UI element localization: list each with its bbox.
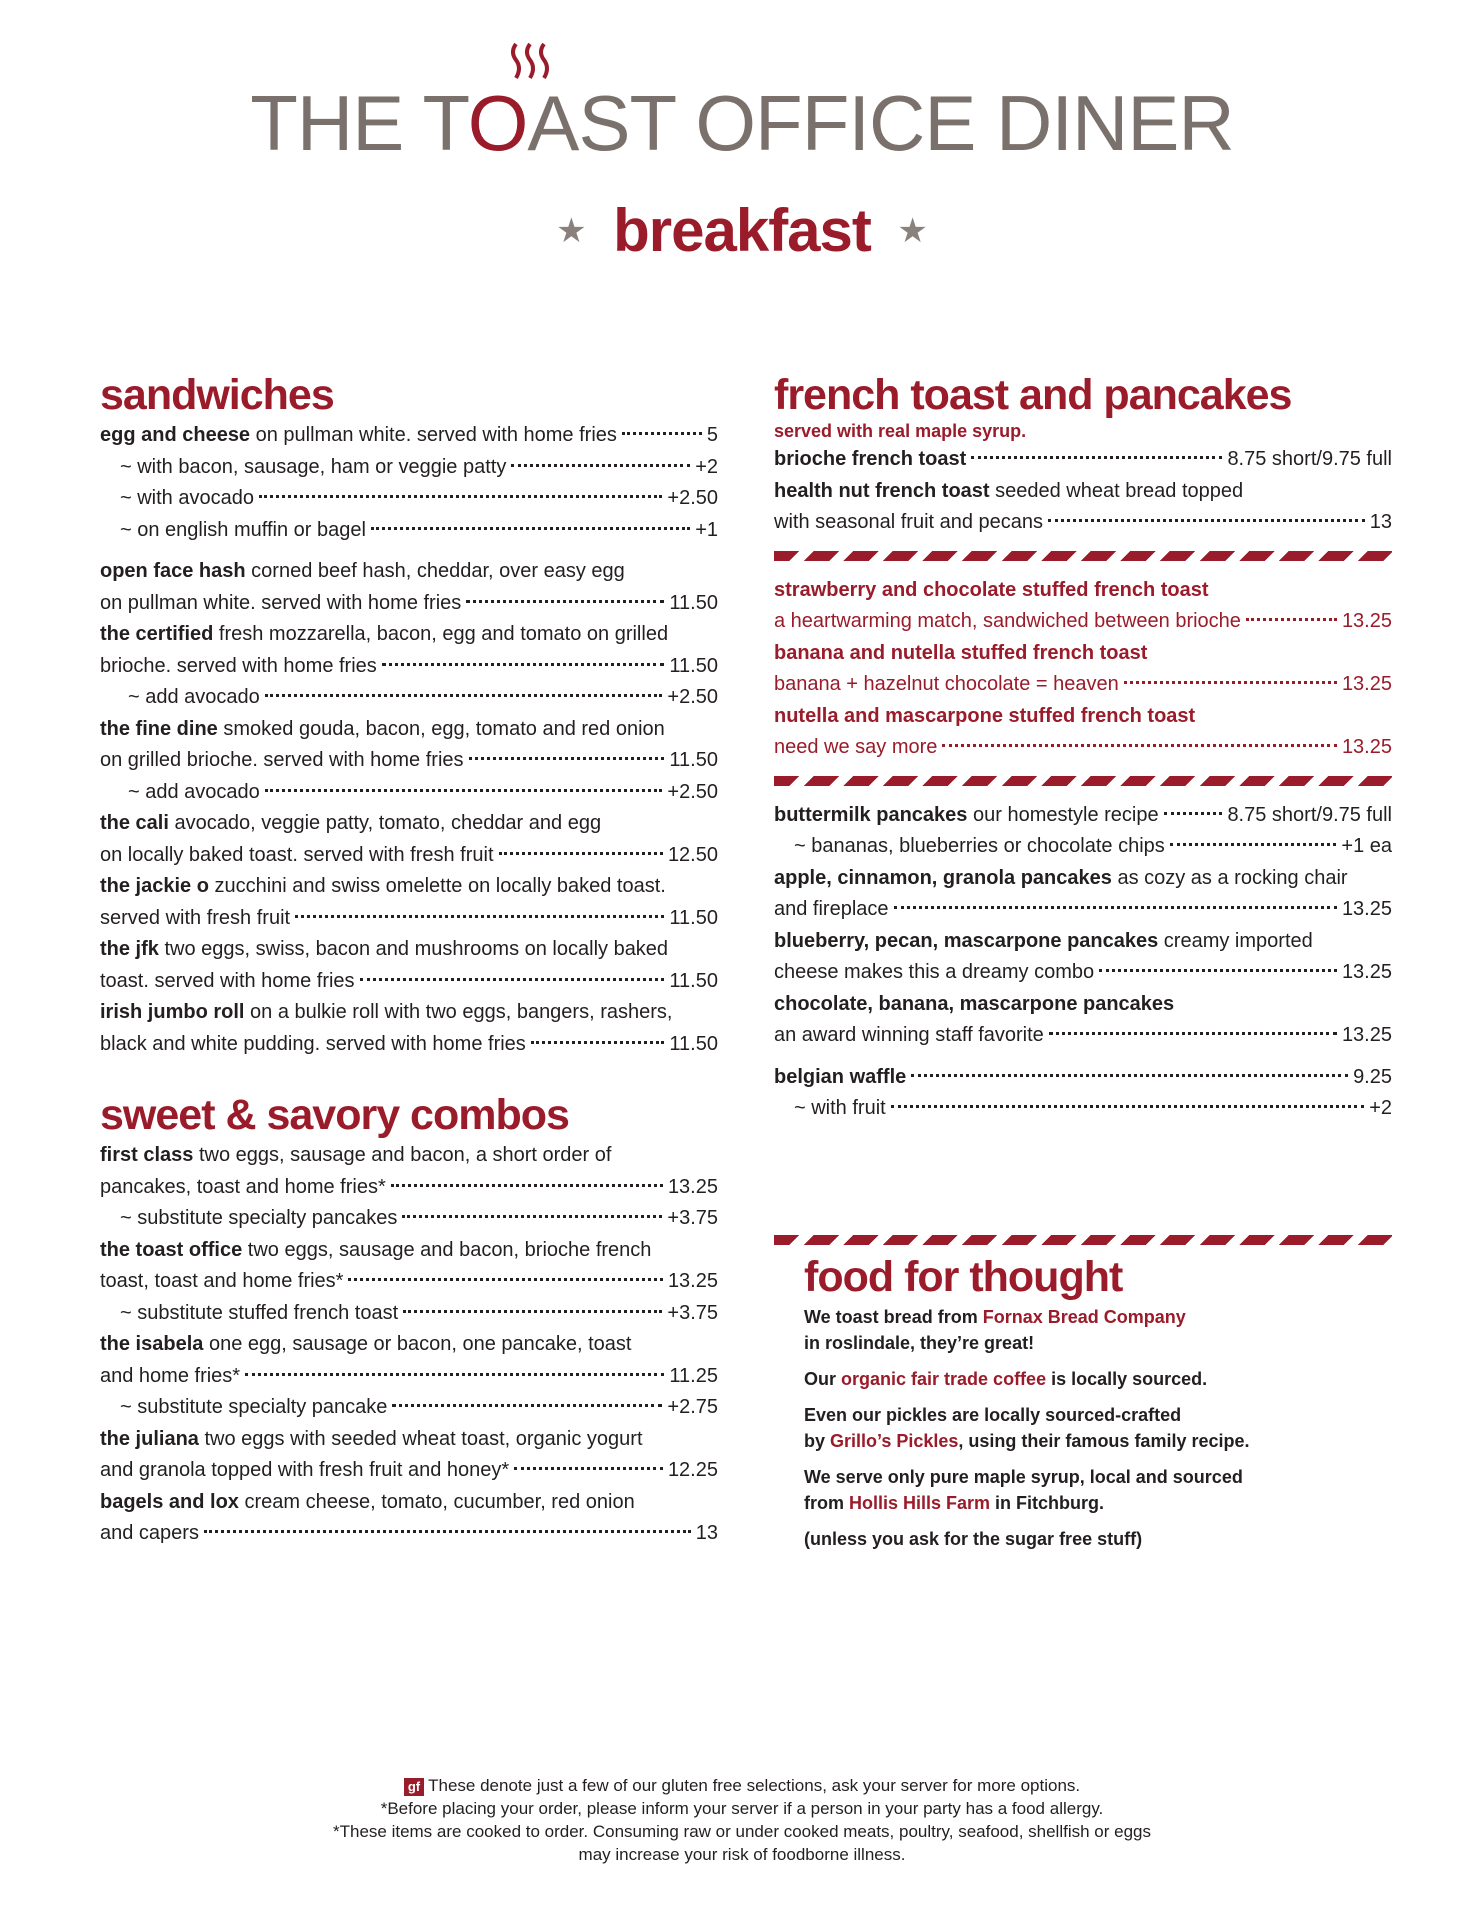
menu-item-text xyxy=(100,1329,632,1361)
menu-item-description: two eggs, sausage and bacon, a short order of xyxy=(193,1144,612,1166)
menu-item-name: brioche french toast xyxy=(774,448,967,470)
pickles-note: Even our pickles are locally sourced-crafted by Grillo’s Pickles, using their famous family recipe. xyxy=(804,1405,1250,1451)
restaurant-name: THE TOAST OFFICE DINER xyxy=(250,79,1234,167)
menu-item-description: smoked gouda, bacon, egg, tomato and red onion xyxy=(217,717,665,740)
menu-line xyxy=(100,903,718,935)
coffee-name: organic fair trade coffee xyxy=(841,1369,1047,1389)
menu-line xyxy=(100,651,718,683)
menu-item-text xyxy=(120,1392,387,1424)
coffee-note: Our organic fair trade coffee is locally sourced. xyxy=(804,1369,1208,1389)
menu-item-name: health nut french toast xyxy=(774,479,990,502)
dot-leader xyxy=(514,1467,663,1470)
dot-leader xyxy=(403,1310,662,1313)
dot-leader xyxy=(466,600,664,603)
menu-item-text xyxy=(120,452,506,484)
dot-leader xyxy=(622,432,702,435)
menu-item-description: cream cheese, tomato, cucumber, red onion xyxy=(238,1490,635,1513)
dot-leader xyxy=(1246,618,1337,621)
menu-item-description: served with fresh fruit xyxy=(100,906,291,929)
menu-line xyxy=(774,894,1392,926)
menu-item-price: 13.25 xyxy=(667,1270,718,1292)
menu-item-description: one egg, sausage or bacon, one pancake, toast xyxy=(203,1333,632,1355)
menu-item-description: black and white pudding. served with home fries xyxy=(100,1032,526,1055)
menu-line xyxy=(100,1361,718,1393)
menu-line xyxy=(100,966,718,998)
menu-line xyxy=(774,507,1392,539)
dot-leader xyxy=(894,906,1337,909)
menu-item-name: the fine dine xyxy=(100,717,218,740)
menu-item-price: 5 xyxy=(706,424,718,446)
gluten-free-icon: gf xyxy=(404,1778,424,1796)
menu-line xyxy=(100,714,718,746)
spacer xyxy=(774,1052,1392,1062)
menu-item-price: 12.25 xyxy=(667,1459,718,1481)
menu-line xyxy=(100,997,718,1029)
menu-item-text xyxy=(774,638,1147,670)
menu-item-text xyxy=(774,476,1243,508)
menu-item-price: +3.75 xyxy=(667,1301,718,1324)
menu-item-description: cheese makes this a dreamy combo xyxy=(774,961,1095,983)
menu-item-price: 13 xyxy=(1369,511,1392,533)
menu-item-text xyxy=(100,745,464,777)
sugar-free-note: (unless you ask for the sugar free stuff) xyxy=(804,1529,1143,1549)
menu-item-description: ~ substitute stuffed french toast xyxy=(120,1301,399,1324)
menu-item-text xyxy=(100,903,290,935)
menu-item-text xyxy=(774,1062,906,1094)
menu-item-text xyxy=(100,1518,199,1550)
menu-line xyxy=(100,1424,718,1456)
menu-item-text xyxy=(100,997,672,1029)
menu-item-text xyxy=(100,1487,635,1519)
menu-item-description: on pullman white. served with home fries xyxy=(100,591,462,614)
menu-item-description: ~ with avocado xyxy=(120,487,254,509)
menu-line xyxy=(774,1062,1392,1094)
dot-leader xyxy=(911,1074,1348,1077)
menu-item-price: +2 xyxy=(1369,1097,1392,1119)
menu-line xyxy=(100,840,718,872)
menu-item-price: 11.25 xyxy=(669,1364,718,1387)
menu-item-description: and fireplace xyxy=(774,898,889,920)
menu-item-description: and home fries* xyxy=(100,1364,241,1387)
spacer xyxy=(100,546,718,556)
menu-item-text xyxy=(100,651,377,683)
dot-leader xyxy=(382,663,665,666)
menu-item-description: on a bulkie roll with two eggs, bangers, rashers, xyxy=(244,1001,673,1023)
menu-item-text xyxy=(100,840,494,872)
menu-item-name: the toast office xyxy=(100,1238,243,1261)
dot-leader xyxy=(1124,681,1337,684)
menu-line xyxy=(774,444,1392,476)
menu-item-description: ~ bananas, blueberries or chocolate chips xyxy=(794,835,1165,857)
menu-item-text xyxy=(120,483,254,515)
dot-leader xyxy=(259,495,662,498)
menu-section-title: breakfast xyxy=(613,197,871,264)
menu-item-name: open face hash xyxy=(100,560,246,582)
menu-item-description: a heartwarming match, sandwiched between brioche xyxy=(774,610,1241,632)
menu-line xyxy=(774,800,1392,832)
menu-line xyxy=(100,452,718,484)
dot-leader xyxy=(391,1184,663,1187)
menu-item-price: 9.25 xyxy=(1353,1065,1392,1088)
menu-item-price: +1 xyxy=(695,518,718,541)
menu-item-price: 13 xyxy=(695,1522,718,1544)
menu-item-name: bagels and lox xyxy=(100,1490,239,1513)
left-column xyxy=(100,370,718,1550)
menu-line xyxy=(774,701,1392,733)
menu-item-price: 8.75 short/9.75 full xyxy=(1227,803,1392,826)
menu-item-description: ~ on english muffin or bagel xyxy=(120,518,366,541)
french-toast-subtitle: served with real maple syrup. xyxy=(774,421,1027,441)
food-for-thought-heading: food for thought xyxy=(804,1253,1123,1301)
star-icon: ★ xyxy=(897,211,928,250)
bakery-name: Fornax Bread Company xyxy=(982,1307,1186,1327)
dot-leader xyxy=(891,1105,1364,1108)
menu-item-name: belgian waffle xyxy=(774,1065,907,1088)
menu-item-description: two eggs, swiss, bacon and mushrooms on locally baked xyxy=(158,938,669,960)
maple-note: We serve only pure maple syrup, local and sourced from Hollis Hills Farm in Fitchburg. xyxy=(804,1467,1243,1513)
menu-line xyxy=(100,682,718,714)
menu-item-text xyxy=(774,732,937,764)
menu-line xyxy=(100,1203,718,1235)
menu-item-name: the cali xyxy=(100,812,169,834)
menu-item-text xyxy=(774,575,1209,607)
dot-leader xyxy=(1170,843,1337,846)
menu-item-description: our homestyle recipe xyxy=(967,803,1159,826)
menu-item-text xyxy=(774,863,1348,895)
menu-item-description: ~ substitute specialty pancake xyxy=(120,1396,388,1418)
menu-item-text xyxy=(100,420,617,452)
menu-line xyxy=(774,926,1392,958)
star-icon: ★ xyxy=(556,211,587,250)
menu-line xyxy=(774,575,1392,607)
menu-item-price: 13.25 xyxy=(1341,610,1392,632)
menu-item-text xyxy=(774,507,1043,539)
menu-item-text xyxy=(774,669,1119,701)
menu-item-description: toast. served with home fries xyxy=(100,969,355,992)
menu-line xyxy=(100,1235,718,1267)
menu-item-name: egg and cheese xyxy=(100,424,251,446)
menu-item-description: and granola topped with fresh fruit and honey* xyxy=(100,1459,510,1481)
menu-item-description: zucchini and swiss omelette on locally baked toast. xyxy=(208,875,666,897)
menu-item-text xyxy=(100,714,665,746)
menu-item-name: the jackie o xyxy=(100,875,209,897)
menu-item-name: the juliana xyxy=(100,1427,199,1450)
menu-item-description: pancakes, toast and home fries* xyxy=(100,1175,386,1198)
stripe-divider xyxy=(774,1235,1392,1245)
menu-item-description: on pullman white. served with home fries xyxy=(250,424,617,446)
menu-item-name: apple, cinnamon, granola pancakes xyxy=(774,866,1112,889)
menu-item-text xyxy=(774,926,1313,958)
menu-item-name: chocolate, banana, mascarpone pancakes xyxy=(774,992,1175,1015)
menu-item-price: 13.25 xyxy=(1341,898,1392,920)
menu-item-price: +1 ea xyxy=(1341,835,1392,857)
dot-leader xyxy=(971,456,1222,459)
menu-item-name: banana and nutella stuffed french toast xyxy=(774,641,1148,664)
menu-item-text xyxy=(794,1093,886,1125)
menu-line xyxy=(774,957,1392,989)
menu-item-price: 11.50 xyxy=(669,969,718,992)
menu-line xyxy=(100,1266,718,1298)
menu-item-price: 13.25 xyxy=(1341,961,1392,983)
menu-line xyxy=(100,556,718,588)
menu-item-price: 11.50 xyxy=(669,749,718,771)
stripe-divider xyxy=(774,776,1392,786)
menu-item-description: ~ with fruit xyxy=(794,1097,886,1119)
menu-item-text xyxy=(774,606,1241,638)
menu-item-price: 11.50 xyxy=(669,906,718,929)
menu-item-text xyxy=(100,1361,240,1393)
menu-item-name: first class xyxy=(100,1144,194,1166)
footer-allergy-line: *Before placing your order, please inform your server if a person in your party has a food allergy. xyxy=(380,1799,1104,1818)
menu-item-description: ~ add avocado xyxy=(128,780,260,803)
menu-line xyxy=(100,588,718,620)
menu-item-text xyxy=(774,701,1195,733)
dot-leader xyxy=(1049,1032,1337,1035)
menu-line xyxy=(774,831,1392,863)
menu-section-heading xyxy=(0,196,1484,265)
menu-item-name: irish jumbo roll xyxy=(100,1001,245,1023)
french-toast-list xyxy=(774,444,1392,539)
menu-item-name: the certified xyxy=(100,623,214,645)
right-column xyxy=(774,370,1392,1125)
menu-line xyxy=(100,619,718,651)
pancakes-list xyxy=(774,800,1392,1125)
menu-item-price: 13.25 xyxy=(1341,736,1392,758)
menu-item-price: 13.25 xyxy=(667,1175,718,1198)
menu-line xyxy=(100,483,718,515)
menu-item-description: need we say more xyxy=(774,736,938,758)
dot-leader xyxy=(392,1404,662,1407)
menu-item-description: on grilled brioche. served with home fries xyxy=(100,749,464,771)
dot-leader xyxy=(1048,519,1365,522)
dot-leader xyxy=(511,464,690,467)
dot-leader xyxy=(265,694,663,697)
menu-line xyxy=(100,745,718,777)
dot-leader xyxy=(1164,812,1223,815)
menu-item-description: on locally baked toast. served with fresh fruit xyxy=(100,843,494,866)
menu-line xyxy=(100,934,718,966)
dot-leader xyxy=(204,1530,691,1533)
menu-item-text xyxy=(774,989,1174,1021)
menu-item-price: 12.50 xyxy=(667,843,718,866)
menu-line xyxy=(100,808,718,840)
menu-item-text xyxy=(100,1172,386,1204)
menu-item-description: ~ substitute specialty pancakes xyxy=(120,1207,398,1229)
pickles-name: Grillo’s Pickles xyxy=(830,1431,959,1451)
menu-line xyxy=(100,1329,718,1361)
menu-line xyxy=(100,1172,718,1204)
dot-leader xyxy=(295,915,664,918)
dot-leader xyxy=(1099,969,1337,972)
menu-item-name: the isabela xyxy=(100,1333,204,1355)
food-for-thought-panel xyxy=(804,1252,1364,1552)
menu-item-description: banana + hazelnut chocolate = heaven xyxy=(774,673,1119,695)
dot-leader xyxy=(469,757,665,760)
menu-item-description: creamy imported xyxy=(1158,929,1313,952)
menu-item-description: ~ with bacon, sausage, ham or veggie patty xyxy=(120,455,507,478)
menu-line xyxy=(774,606,1392,638)
menu-item-text xyxy=(100,1266,343,1298)
dot-leader xyxy=(402,1215,662,1218)
footer-gf-line: gf These denote just a few of our gluten free selections, ask your server for more options. xyxy=(0,1774,1484,1797)
dot-leader xyxy=(531,1041,665,1044)
menu-item-text xyxy=(774,1020,1044,1052)
menu-line xyxy=(774,863,1392,895)
footer-risk-line: may increase your risk of foodborne illness. xyxy=(578,1845,906,1864)
sandwiches-heading: sandwiches xyxy=(100,371,334,419)
menu-item-text xyxy=(794,831,1165,863)
dot-leader xyxy=(245,1373,664,1376)
menu-item-name: nutella and mascarpone stuffed french toast xyxy=(774,704,1196,727)
menu-item-text xyxy=(774,894,889,926)
menu-item-description: brioche. served with home fries xyxy=(100,654,377,677)
menu-line xyxy=(774,476,1392,508)
menu-item-name: the jfk xyxy=(100,938,159,960)
farm-name: Hollis Hills Farm xyxy=(849,1493,991,1513)
menu-item-name: blueberry, pecan, mascarpone pancakes xyxy=(774,929,1159,952)
menu-item-text xyxy=(100,1140,611,1172)
menu-item-text xyxy=(100,871,666,903)
stripe-divider xyxy=(774,551,1392,561)
menu-item-price: 13.25 xyxy=(1341,1024,1392,1046)
menu-item-text xyxy=(774,444,966,476)
sandwiches-list xyxy=(100,420,718,1060)
menu-line xyxy=(100,515,718,547)
menu-item-description: ~ add avocado xyxy=(128,686,260,708)
menu-item-price: 13.25 xyxy=(1341,673,1392,695)
menu-item-text xyxy=(100,588,461,620)
menu-line xyxy=(774,669,1392,701)
dot-leader xyxy=(265,789,663,792)
menu-item-text xyxy=(774,800,1159,832)
dot-leader xyxy=(371,527,690,530)
menu-item-name: strawberry and chocolate stuffed french toast xyxy=(774,578,1209,601)
menu-item-description: as cozy as a rocking chair xyxy=(1111,866,1348,889)
menu-item-price: +2.50 xyxy=(667,487,718,509)
combos-heading: sweet & savory combos xyxy=(100,1091,569,1139)
menu-item-price: 11.50 xyxy=(669,1032,718,1055)
menu-item-description: corned beef hash, cheddar, over easy egg xyxy=(245,560,625,582)
menu-item-description: fresh mozzarella, bacon, egg and tomato on grilled xyxy=(213,623,669,645)
menu-item-price: 11.50 xyxy=(669,654,718,677)
french-toast-heading: french toast and pancakes xyxy=(774,371,1292,419)
dot-leader xyxy=(942,744,1337,747)
menu-line xyxy=(100,1455,718,1487)
menu-item-price: 11.50 xyxy=(669,591,718,614)
steam-icon xyxy=(508,42,554,82)
menu-item-text xyxy=(100,619,668,651)
dot-leader xyxy=(360,978,665,981)
dot-leader xyxy=(348,1278,662,1281)
menu-item-description: an award winning staff favorite xyxy=(774,1024,1044,1046)
menu-item-description: with seasonal fruit and pecans xyxy=(774,511,1044,533)
menu-item-description: and capers xyxy=(100,1522,199,1544)
menu-item-text xyxy=(100,966,355,998)
menu-item-price: +3.75 xyxy=(667,1207,718,1229)
menu-item-name: buttermilk pancakes xyxy=(774,803,968,826)
menu-line xyxy=(100,871,718,903)
combos-list xyxy=(100,1140,718,1550)
menu-item-price: +2 xyxy=(695,455,718,478)
menu-line xyxy=(100,1029,718,1061)
restaurant-logo xyxy=(0,38,1484,169)
menu-line xyxy=(100,1392,718,1424)
menu-item-text xyxy=(100,934,668,966)
menu-item-price: +2.50 xyxy=(667,686,718,708)
menu-line xyxy=(100,1140,718,1172)
menu-item-description: toast, toast and home fries* xyxy=(100,1270,344,1292)
menu-item-text xyxy=(100,808,601,840)
menu-line xyxy=(774,1093,1392,1125)
menu-line xyxy=(774,989,1392,1021)
menu-item-text xyxy=(120,515,366,547)
menu-item-text xyxy=(128,777,260,809)
menu-item-text xyxy=(100,1424,643,1456)
menu-item-price: +2.75 xyxy=(667,1396,718,1418)
menu-item-text xyxy=(100,556,625,588)
menu-item-description: two eggs with seeded wheat toast, organic yogurt xyxy=(198,1427,643,1450)
menu-item-description: avocado, veggie patty, tomato, cheddar and egg xyxy=(168,812,602,834)
menu-item-text xyxy=(100,1029,526,1061)
menu-item-text xyxy=(100,1455,509,1487)
menu-item-text xyxy=(120,1203,397,1235)
menu-item-description: seeded wheat bread topped xyxy=(989,479,1244,502)
footer-cooked-line: *These items are cooked to order. Consuming raw or under cooked meats, poultry, seafood, shellfish or eggs xyxy=(332,1822,1151,1841)
menu-item-description: two eggs, sausage and bacon, brioche french xyxy=(242,1238,652,1261)
menu-item-price: 8.75 short/9.75 full xyxy=(1227,448,1392,470)
menu-item-price: +2.50 xyxy=(667,780,718,803)
menu-item-text xyxy=(100,1235,651,1267)
stuffed-french-toast-list xyxy=(774,575,1392,764)
menu-item-text xyxy=(774,957,1094,989)
menu-line xyxy=(774,1020,1392,1052)
menu-item-text xyxy=(128,682,260,714)
menu-line xyxy=(100,1487,718,1519)
menu-line xyxy=(100,1518,718,1550)
menu-line xyxy=(774,732,1392,764)
menu-line xyxy=(100,420,718,452)
bread-note: We toast bread from Fornax Bread Company in roslindale, they’re great! xyxy=(804,1307,1186,1353)
dot-leader xyxy=(499,852,663,855)
menu-item-text xyxy=(120,1298,398,1330)
menu-line xyxy=(100,1298,718,1330)
menu-line xyxy=(774,638,1392,670)
menu-line xyxy=(100,777,718,809)
menu-footer xyxy=(0,1774,1484,1866)
